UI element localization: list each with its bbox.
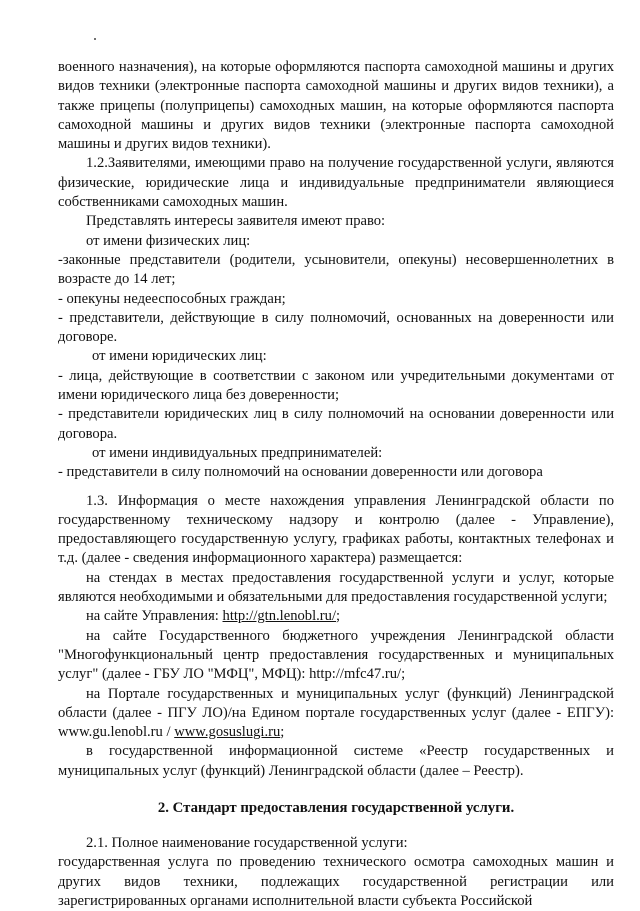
paragraph-vehicles-continued: военного назначения), на которые оформляются паспорта самоходной машины и других видов техники (электронные паспорта самоходной машины и других видов техники), а также прицепы (полуприцепы) самоходных машин, на которые оформляются паспорта самоходной машины и других видов техники (электронные паспорта самоходной машины и других видов техники).	[58, 59, 614, 153]
list-item-entrepreneur-representatives: - представители в силу полномочий на основании доверенности или договора	[58, 464, 543, 481]
subheading-legal-entities: от имени юридических лиц:	[92, 348, 267, 365]
paragraph-registry: в государственной информационной системе «Реестр государственных и муниципальных услуг (функций) Ленинградской области (далее – Реестр).	[58, 743, 614, 779]
gosuslugi-link[interactable]: www.gosuslugi.ru	[174, 724, 281, 741]
agency-site-suffix: ;	[336, 608, 341, 625]
paragraph-portal	[58, 685, 614, 743]
agency-site-prefix: на сайте Управления:	[86, 608, 223, 625]
paragraph-service-description: государственная услуга по проведению технического осмотра самоходных машин и других видов техники, подлежащих государственной регистрации или зарегистрированных органами исполнительной власти субъекта Российской	[58, 854, 614, 909]
paragraph-representation-right: Представлять интересы заявителя имеют право:	[86, 213, 386, 230]
portal-prefix: на Портале государственных и муниципальных услуг (функций) Ленинградской области (далее - ПГУ ЛО)/на Едином портале государственных услуг (далее - ЕПГУ): www.gu.lenobl.ru /	[58, 685, 614, 741]
list-item-legal-representatives: -законные представители (родители, усыновители, опекуны) несовершеннолетних в возрасте до 14 лет;	[58, 251, 614, 288]
paragraph-stands: на стендах в местах предоставления государственной услуги и услуг, которые являются необходимыми и обязательными для предоставления государственной услуги;	[58, 569, 614, 606]
list-item-representatives-by-proxy: - представители, действующие в силу полномочий, основанных на доверенности или договоре.	[58, 309, 614, 346]
paragraph-1-3-information: 1.3. Информация о месте нахождения управления Ленинградской области по государственному техническому надзору и контролю (далее - Управление), предоставляющего государственную услугу, графиках работы, контактных телефонах и т.д. (далее - сведения информационного характера) размещается:	[58, 492, 614, 567]
paragraph-agency-site	[58, 607, 614, 626]
subheading-individuals: от имени физических лиц:	[86, 232, 251, 249]
paragraph-1-2-applicants: 1.2.Заявителями, имеющими право на получение государственной услуги, являются физические, юридические лица и индивидуальные предприниматели являющиеся собственниками самоходных машин.	[58, 155, 614, 211]
subheading-entrepreneurs: от имени индивидуальных предпринимателей:	[92, 444, 383, 461]
list-item-entity-persons: - лица, действующие в соответствии с законом или учредительными документами от имени юридического лица без доверенности;	[58, 367, 614, 404]
list-item-guardians: - опекуны недееспособных граждан;	[58, 290, 286, 307]
scan-speck	[94, 38, 96, 40]
agency-site-link[interactable]: http://gtn.lenobl.ru/	[222, 608, 337, 625]
portal-suffix: ;	[280, 724, 285, 741]
paragraph-mfc-site: на сайте Государственного бюджетного учреждения Ленинградской области "Многофункциональный центр предоставления государственных и муниципальных услуг" (далее - ГБУ ЛО "МФЦ", МФЦ): http://mfc47.ru/;	[58, 627, 614, 683]
section-2-heading: 2. Стандарт предоставления государственной услуги.	[157, 799, 515, 816]
paragraph-2-1-service-name: 2.1. Полное наименование государственной услуги:	[86, 834, 408, 851]
document-body	[58, 58, 614, 911]
list-item-entity-representatives: - представители юридических лиц в силу полномочий на основании доверенности или договора.	[58, 406, 614, 442]
